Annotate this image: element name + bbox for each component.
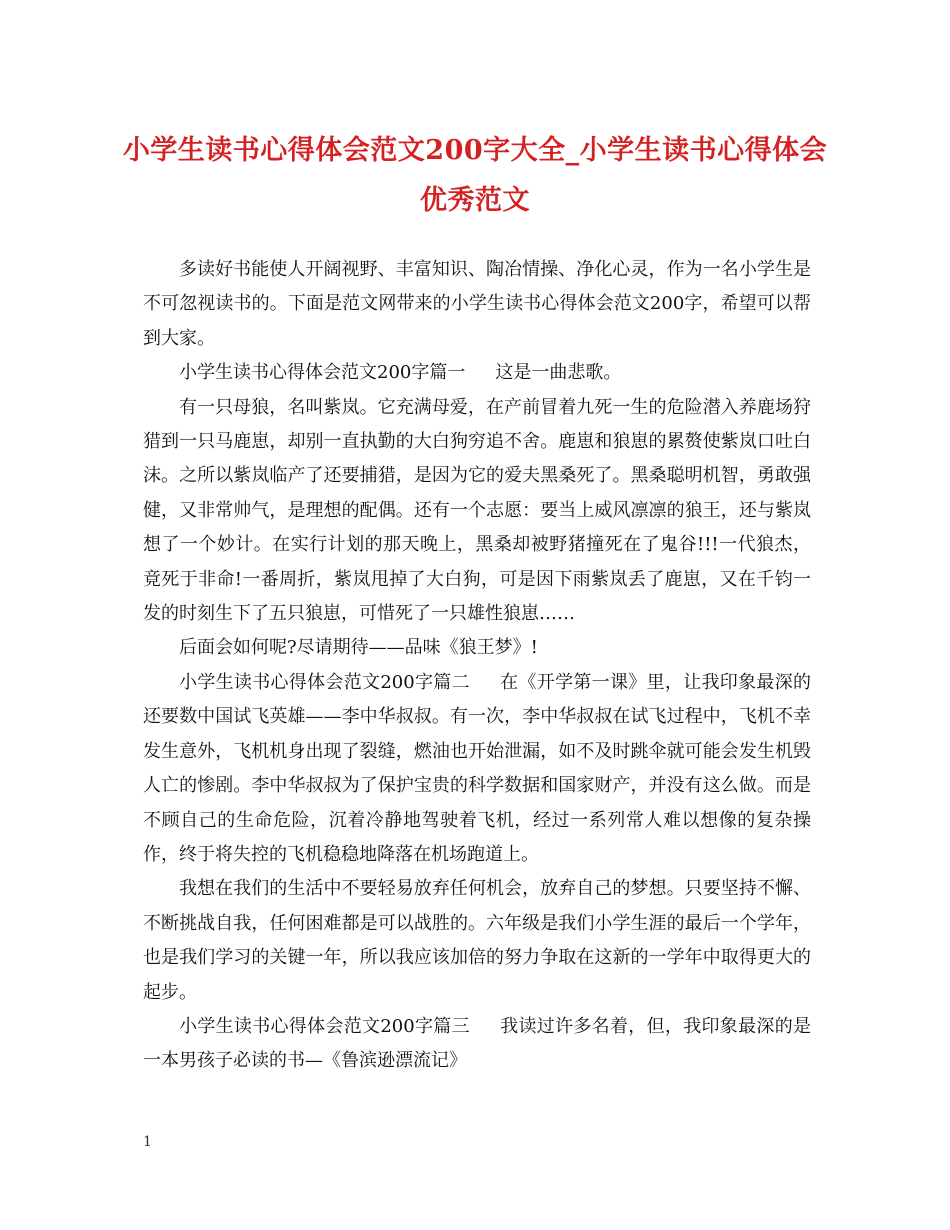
paragraph-text: 有一只母狼，名叫紫岚。它充满母爱，在产前冒着九死一生的危险潜入养鹿场狩猎到一只马鹿崽，却别一直执勤的大白狗穷追不舍。鹿崽和狼崽的累赘使紫岚口吐白沫。之所以紫岚临产了还要捕猎，是因为它的爱夫黑桑死了。黑桑聪明机智，勇敢强健，又非常帅气，是理想的配偶。还有一个志愿：要当上威风凛凛的狼王，还与紫岚想了一个妙计。在实行计划的那天晚上，黑桑却被野猪撞死在了鬼谷!!!一代狼杰，竟死于非命!一番周折，紫岚甩掉了大白狗，可是因下雨紫岚丢了鹿崽，又在千钧一发的时刻生下了五只狼崽，可惜死了一只雄性狼崽……: [143, 396, 811, 625]
paragraph: [143, 1010, 811, 1079]
paragraph: [143, 356, 811, 390]
document-body: [143, 253, 811, 1079]
section-heading: 小学生读书心得体会范文200字篇二: [179, 671, 470, 693]
paragraph-text: 这是一曲悲歌。: [495, 362, 622, 384]
paragraph-text: 我读过许多名着，但，我印象最深的是一本男孩子必读的书—《鲁滨逊漂流记》: [143, 1015, 811, 1072]
paragraph: [143, 253, 811, 356]
paragraph: [143, 872, 811, 1010]
paragraph-text: 多读好书能使人开阔视野、丰富知识、陶冶情操、净化心灵，作为一名小学生是不可忽视读书的。下面是范文网带来的小学生读书心得体会范文200字，希望可以帮到大家。: [143, 259, 811, 349]
paragraph: [143, 666, 811, 872]
paragraph-text: 后面会如何呢?尽请期待——品味《狼王梦》!: [179, 637, 538, 659]
paragraph-text: 在《开学第一课》里，让我印象最深的还要数中国试飞英雄——李中华叔叔。有一次，李中华叔叔在试飞过程中，飞机不幸发生意外，飞机机身出现了裂缝，燃油也开始泄漏，如不及时跳伞就可能会发生机毁人亡的惨剧。李中华叔叔为了保护宝贵的科学数据和国家财产，并没有这么做。而是不顾自己的生命危险，沉着冷静地驾驶着飞机，经过一系列常人难以想像的复杂操作，终于将失控的飞机稳稳地降落在机场跑道上。: [143, 671, 811, 865]
section-heading: 小学生读书心得体会范文200字篇三: [179, 1015, 470, 1037]
paragraph: [143, 391, 811, 632]
document-title: 小学生读书心得体会范文200字大全_小学生读书心得体会优秀范文: [122, 135, 828, 216]
page-number: 1: [143, 1134, 152, 1150]
paragraph-text: 我想在我们的生活中不要轻易放弃任何机会，放弃自己的梦想。只要坚持不懈、不断挑战自我，任何困难都是可以战胜的。六年级是我们小学生涯的最后一个学年，也是我们学习的关键一年，所以我应该加倍的努力争取在这新的一学年中取得更大的起步。: [143, 878, 811, 1003]
section-heading: 小学生读书心得体会范文200字篇一: [179, 362, 466, 384]
paragraph: [143, 631, 811, 665]
